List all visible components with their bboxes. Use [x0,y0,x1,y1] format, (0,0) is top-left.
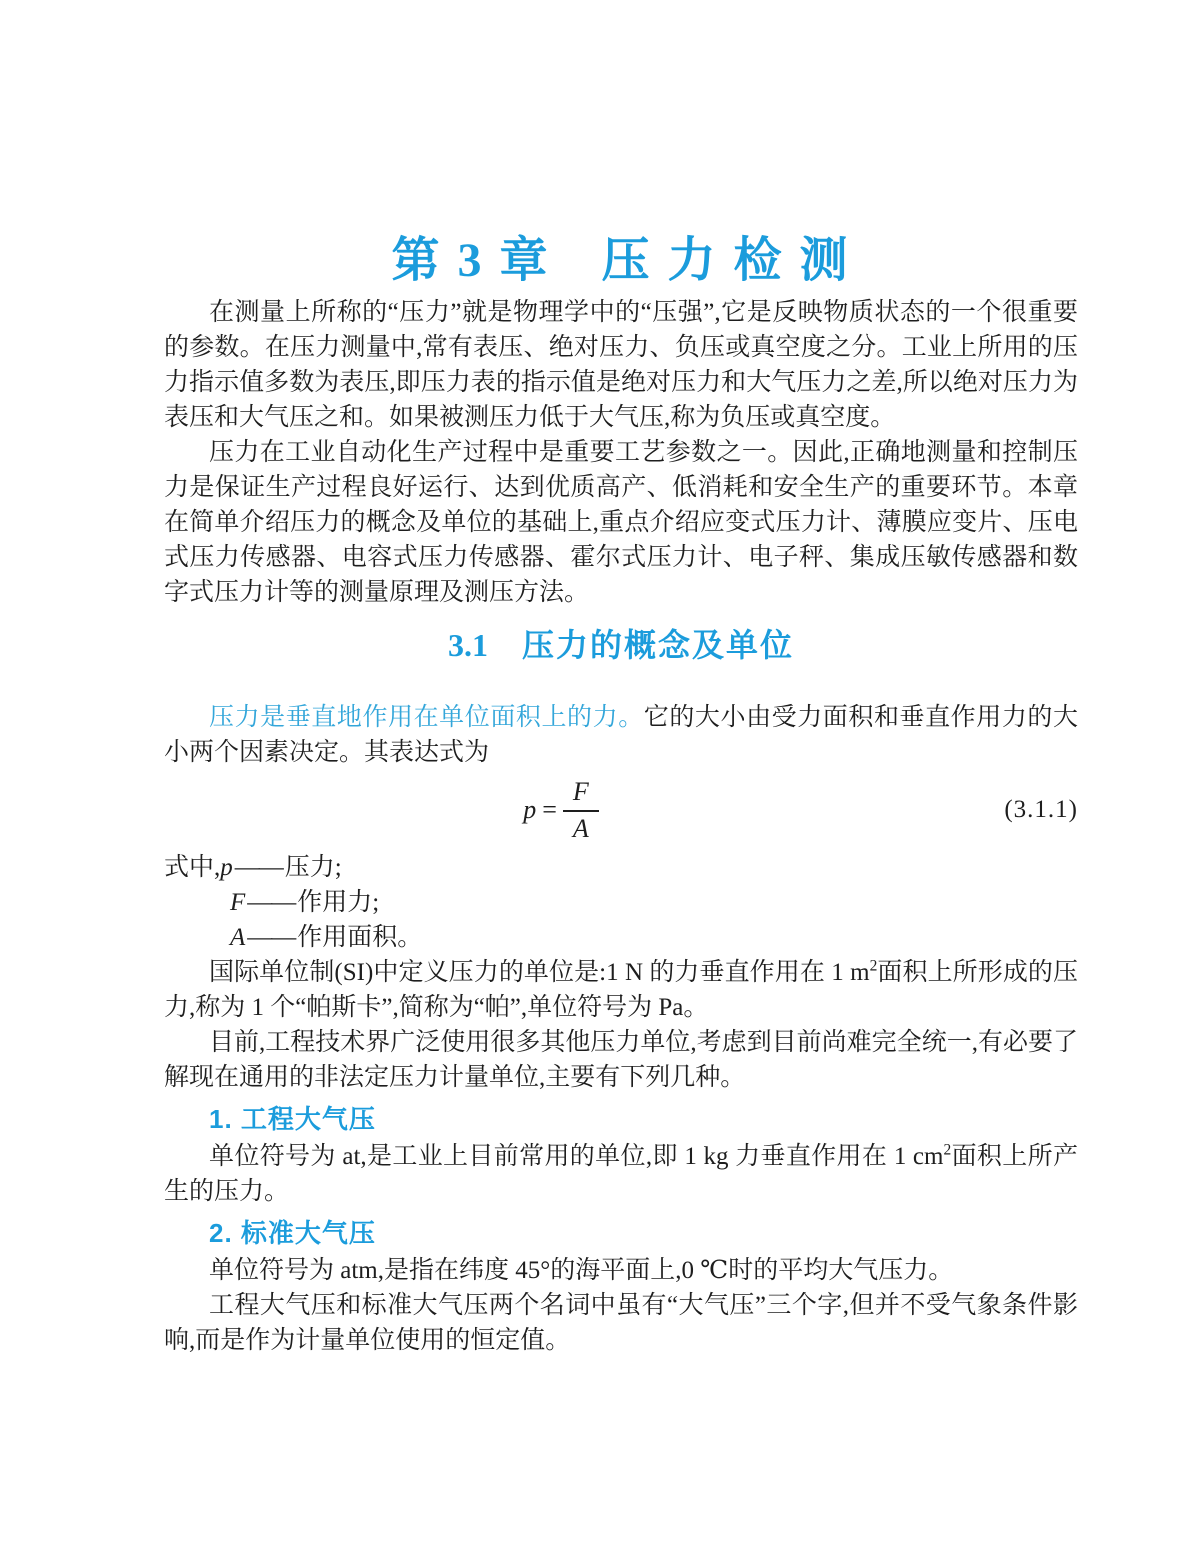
equation-numerator: F [563,777,599,812]
paragraph-atm-unit: 单位符号为 atm,是指在纬度 45°的海平面上,0 ℃时的平均大气压力。 [209,1257,954,1284]
paragraph-concept: 压力是垂直地作用在单位面积上的力。它的大小由受力面积和垂直作用力的大小两个因素决定。其表达式为 [164,704,1078,766]
symbol-F: F [230,889,246,916]
paragraph-closing: 工程大气压和标准大气压两个名词中虽有“大气压”三个字,但并不受气象条件影响,而是作为计量单位使用的恒定值。 [164,1292,1078,1354]
section-heading [164,626,1078,664]
section-number: 3.1 [447,627,488,663]
paragraph-intro-1: 在测量上所称的“压力”就是物理学中的“压强”,它是反映物质状态的一个很重要的参数。在压力测量中,常有表压、绝对压力、负压或真空度之分。工业上所用的压力指示值多数为表压,即压力表的指示值是绝对压力和大气压力之差,所以绝对压力为表压和大气压之和。如果被测压力低于大气压,称为负压或真空度。 [164,299,1078,431]
symbol-definition-row [164,850,1078,885]
subheading-standard-atmosphere: 2. 标准大气压 [209,1218,376,1248]
definition-dash: —— [247,889,296,916]
equation-formula [523,777,599,844]
symbol-p: p [220,854,233,881]
section-title: 压力的概念及单位 [521,627,794,663]
equation-denominator: A [572,813,589,843]
symbol-definition-row [164,920,1078,955]
symbol-A-description: 作用面积。 [297,924,423,951]
subheading-engineering-atmosphere: 1. 工程大气压 [209,1104,376,1134]
equation-number: (3.1.1) [1004,796,1078,823]
paragraph-nonlegal-units: 目前,工程技术界广泛使用很多其他压力单位,考虑到目前尚难完全统一,有必要了解现在通用的非法定压力计量单位,主要有下列几种。 [164,1029,1078,1091]
paragraph-si-unit: 国际单位制(SI)中定义压力的单位是:1 N 的力垂直作用在 1 $m^2$面积上所形成的压力,称为 1 个“帕斯卡”,简称为“帕”,单位符号为 Pa。 [164,957,1078,1021]
equation-fraction [563,777,599,844]
equation-equals-sign: = [542,795,557,824]
symbol-A: A [230,924,246,951]
equation-lhs-symbol: p [523,795,537,824]
symbol-definition-list [164,850,1078,955]
symbol-F-description: 作用力; [297,889,380,916]
chapter-title: 第 3 章 压 力 检 测 [391,234,851,287]
equation-block [164,770,1078,850]
paragraph-at-unit: 单位符号为 at,是工业上目前常用的单位,即 1 kg 力垂直作用在 1 $cm^2$面积上所产生的压力。 [164,1141,1078,1205]
page-content [164,0,1078,1358]
definition-dash: —— [247,924,296,951]
symbol-definition-row [164,885,1078,920]
where-prefix: 式中, [164,854,221,881]
definition-dash: —— [234,854,283,881]
symbol-p-description: 压力; [284,854,342,881]
paragraph-intro-2: 压力在工业自动化生产过程中是重要工艺参数之一。因此,正确地测量和控制压力是保证生产过程良好运行、达到优质高产、低消耗和安全生产的重要环节。本章在简单介绍压力的概念及单位的基础上,重点介绍应变式压力计、薄膜应变片、压电式压力传感器、电容式压力传感器、霍尔式压力计、电子秤、集成压敏传感器和数字式压力计等的测量原理及测压方法。 [164,439,1078,606]
